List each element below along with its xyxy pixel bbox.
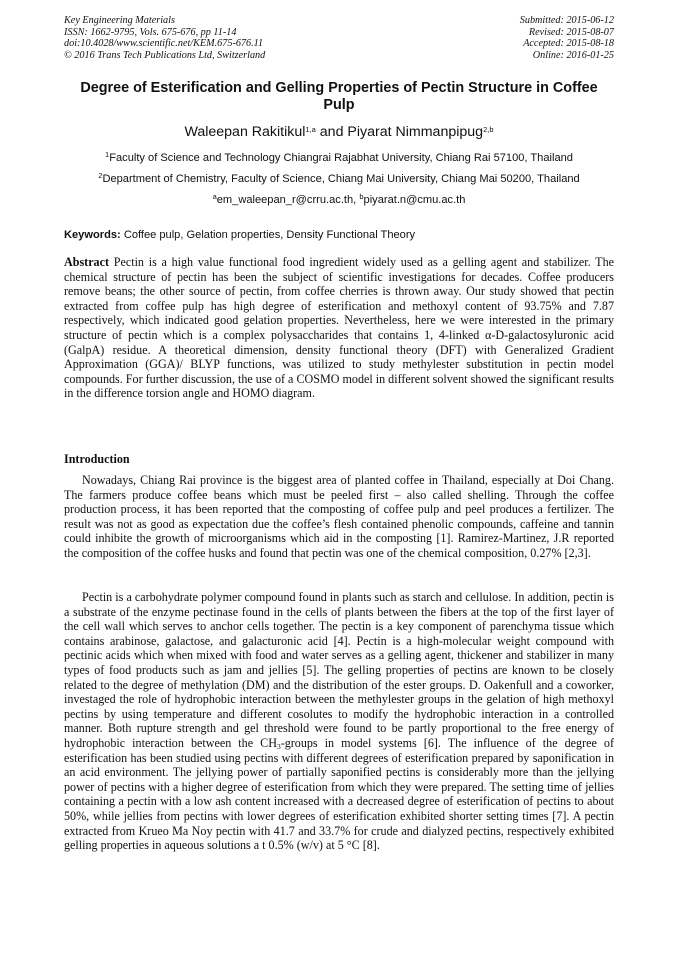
- keywords-text: Coffee pulp, Gelation properties, Density Functional Theory: [123, 229, 416, 241]
- intro-paragraph-2: [64, 590, 614, 853]
- journal-info: [64, 15, 265, 61]
- email-a-marker: a: [212, 192, 217, 201]
- email-b[interactable]: piyarat.n@cmu.ac.th: [363, 194, 466, 206]
- abstract-label: Abstract: [64, 255, 110, 269]
- author-1-affil: 1,a: [305, 125, 316, 134]
- affiliation-1-text: Faculty of Science and Technology Chiangrai Rajabhat University, Chiang Rai 57100, Thailand: [109, 152, 573, 164]
- affiliation-1-marker: 1: [105, 150, 110, 159]
- affiliation-2-text: Department of Chemistry, Faculty of Science, Chiang Mai University, Chiang Mai 50200, Thailand: [102, 173, 580, 185]
- email-line: [50, 193, 628, 207]
- keywords-label: Keywords:: [64, 229, 121, 241]
- journal-name: Key Engineering Materials: [64, 15, 175, 26]
- affiliation-1: [50, 151, 628, 165]
- author-2-affil: 2,b: [483, 125, 494, 134]
- author-and: and: [319, 124, 344, 140]
- abstract-text: Pectin is a high value functional food ingredient widely used as a gelling agent and stabilizer. The chemical structure of pectin has been the subject of scientific investigations for decades. Coffee producers remove beans; the other source of pectin, from coffee cherries is thrown away. Our study showed that pectin extracted from coffee pulp has high degree of esterification and methoxyl content of 93.75% and 7.87 respectively, which indicated good gelation properties. Nevertheless, here we were interested in the primary structure of pectin which is a complex polysaccharides that contains 1, 4-linked α-D-galactosyluronic acid (GalpA) residue. A theoretical dimension, density functional theory (DFT) with Generalized Gradient Approximation (GGA)/ BLYP functions, was utilized to study methylester substitution in pectin model compounds. For further discussion, the use of a COSMO model in different solvent showed the significant results in the difference torsion angle and HOMO diagram.: [64, 255, 614, 401]
- intro-p2-subscript: 3: [276, 741, 281, 751]
- affiliation-2-marker: 2: [98, 171, 103, 180]
- journal-copyright: © 2016 Trans Tech Publications Ltd, Switzerland: [64, 49, 266, 61]
- intro-p2-text-b: -groups in model systems [6]. The influence of the degree of esterification has been studied using pectins with different degrees of esterification prepared by saponification in an acid environment. The jellying power of partially saponified pectins is considerably more than the jellying power of pectins with a higher degree of esterification from which they were prepared. The setting time of jellies containing a pectin with a low ash content increased with a decreased degree of esterification of pectins to about 50%, while jellies from pectins with lower degrees of esterification exhibited shorter setting times [7]. A pectin extracted from Krueo Ma Noy pectin with 41.7 and 33.7% for crude and dialyzed pectins, respectively exhibited gelling properties in aqueous solutions a t 0.5% (w/v) at 5 °C [8].: [64, 735, 614, 853]
- author-line: [64, 124, 614, 141]
- intro-paragraph-1: Nowadays, Chiang Rai province is the biggest area of planted coffee in Thailand, especially at Doi Chang. The farmers produce coffee beans which must be peeled first – also called shelling. Through the coffee production process, it has been reported that the composting of coffee pulp and peel produces a fertilizer. The result was not as good as expectation due the coffee’s flesh contained phenolic compounds, caffeine and tannin could inhibite the growth of microorganisms which aid in the composting [1]. Ramirez-Martinez, J.R reported the composition of the coffee husks and found that pectin was one of the chemical composition, 0.27% [2,3].: [64, 473, 614, 560]
- date-submitted: Submitted: 2015-06-12: [519, 15, 614, 26]
- email-b-marker: b: [359, 192, 364, 201]
- date-revised: Revised: 2015-08-07: [528, 26, 614, 38]
- date-online: Online: 2016-01-25: [532, 49, 614, 61]
- email-a[interactable]: em_waleepan_r@crru.ac.th,: [216, 194, 357, 206]
- affiliation-2: [50, 172, 628, 186]
- journal-issn: ISSN: 1662-9795, Vols. 675-676, pp 11-14: [64, 26, 237, 38]
- author-2: Piyarat Nimmanpipug: [347, 124, 484, 140]
- author-1: Waleepan Rakitikul: [184, 124, 306, 140]
- keywords: [64, 228, 624, 242]
- intro-p2-text-a: Pectin is a carbohydrate polymer compound found in plants such as starch and cellulose. In addition, pectin is a substrate of the enzyme pectinase found in the cells of plants between the fibers at the top of the first layer of the cell wall which serves to anchor cells together. The pectin is a key component of parenchyma tissue which contains arabinose, galactose, and galacturonic acid [4]. Pectin is a high-molecular weight compound with pectinic acids which when mixed with food and water serves as a gelling agent, thickener and stabilizer in many types of food products such as jam and jellies [5]. The gelling properties of pectins are known to be closely related to the degree of methylation (DM) and the distribution of the ester groups. D. Oakenfull and a coworker, investaged the role of hydrophobic interaction between the methylester groups in the gelation of high methoxyl pectins by using temperature and different cosolutes to modify the hydrophobic interaction in a controlled manner. Both rupture strength and gel threshold were found to be partly proportional to the free energy of hydrophobic interaction between the CH: [64, 590, 614, 750]
- journal-doi: doi:10.4028/www.scientific.net/KEM.675-676.11: [64, 38, 264, 50]
- date-accepted: Accepted: 2015-08-18: [523, 38, 614, 50]
- paper-title: Degree of Esterification and Gelling Properties of Pectin Structure in Coffee Pulp: [80, 80, 598, 114]
- section-heading-introduction: Introduction: [64, 452, 130, 466]
- abstract: [64, 255, 614, 401]
- publication-dates: [520, 15, 614, 61]
